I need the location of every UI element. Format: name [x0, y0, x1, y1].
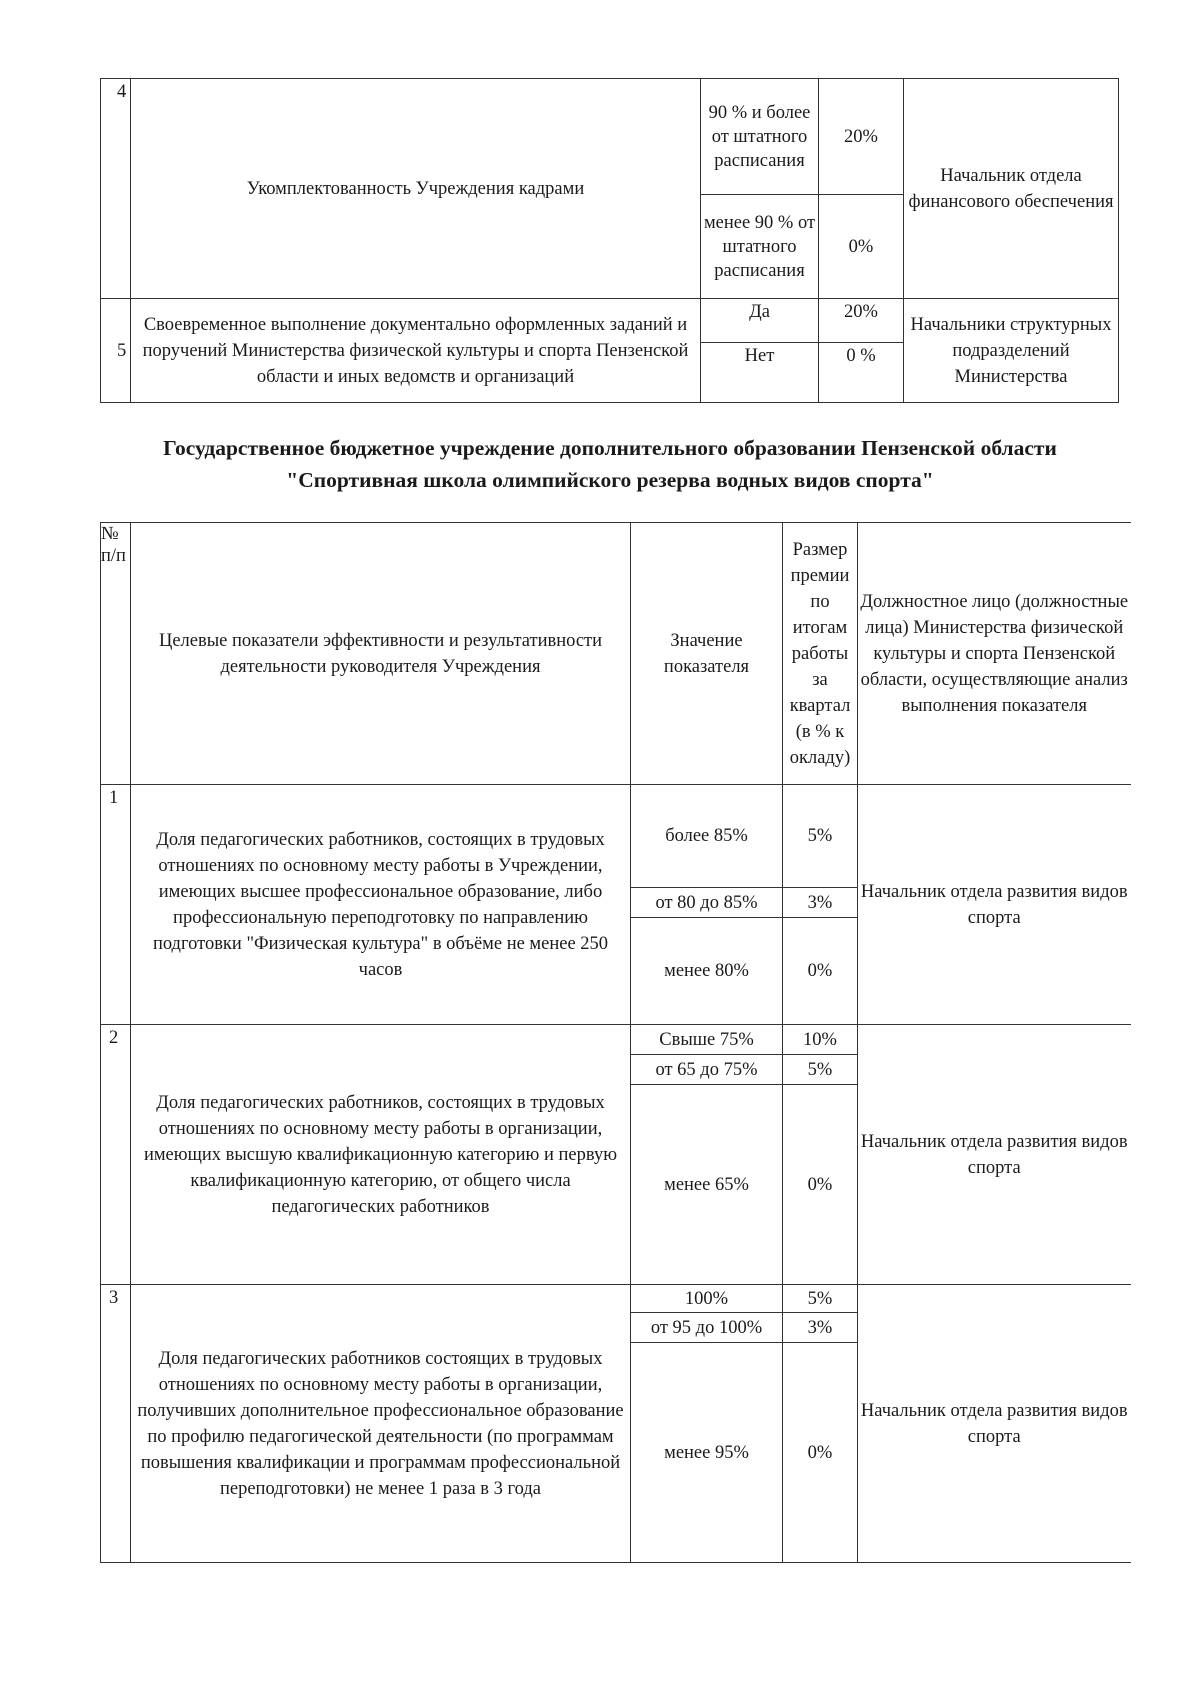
value-cell: Да [701, 299, 819, 343]
value-cell: менее 95% [631, 1343, 783, 1563]
premium-cell: 20% [819, 299, 904, 343]
header-indicator: Целевые показатели эффективности и результативности деятельности руководителя Учреждения [131, 523, 631, 785]
premium-cell: 0% [783, 1343, 858, 1563]
value-cell: 90 % и более от штатного расписания [701, 79, 819, 195]
value-cell: от 95 до 100% [631, 1313, 783, 1343]
table-row [101, 1025, 1131, 1055]
row-number: 5 [101, 299, 131, 403]
row-number: 4 [101, 79, 131, 299]
indicator-cell: Доля педагогических работников, состоящих в трудовых отношениях по основному месту работы в Учреждении, имеющих высшее профессиональное образование, либо профессиональную переподготовку по направлению подготовки "Физическая культура" в объёме не менее 250 часов [131, 785, 631, 1025]
header-responsible: Должностное лицо (должностные лица) Министерства физической культуры и спорта Пензенской области, осуществляющие анализ выполнения показателя [858, 523, 1131, 785]
premium-cell: 10% [783, 1025, 858, 1055]
header-value: Значение показателя [631, 523, 783, 785]
responsible-cell: Начальник отдела развития видов спорта [858, 785, 1131, 1025]
row-number: 1 [101, 785, 131, 1025]
table-row [101, 299, 1119, 343]
value-cell: Нет [701, 343, 819, 403]
header-premium: Размер премии по итогам работы за квартал (в % к окладу) [783, 523, 858, 785]
value-cell: менее 90 % от штатного расписания [701, 195, 819, 299]
premium-cell: 3% [783, 888, 858, 918]
premium-cell: 3% [783, 1313, 858, 1343]
premium-cell: 0% [783, 1085, 858, 1285]
premium-cell: 0 % [819, 343, 904, 403]
continuation-table [100, 78, 1119, 403]
responsible-cell: Начальник отдела финансового обеспечения [904, 79, 1119, 299]
responsible-cell: Начальник отдела развития видов спорта [858, 1285, 1131, 1563]
header-num: № п/п [101, 523, 131, 785]
premium-cell: 5% [783, 1055, 858, 1085]
premium-cell: 5% [783, 785, 858, 888]
value-cell: от 65 до 75% [631, 1055, 783, 1085]
indicator-cell: Своевременное выполнение документально оформленных заданий и поручений Министерства физической культуры и спорта Пензенской области и иных ведомств и организаций [131, 299, 701, 403]
indicators-table [100, 522, 1131, 1563]
value-cell: от 80 до 85% [631, 888, 783, 918]
section-title: Государственное бюджетное учреждение дополнительного образовании Пензенской области "Спортивная школа олимпийского резерва водных видов спорта" [163, 436, 1057, 492]
table-row [101, 1285, 1131, 1313]
value-cell: менее 80% [631, 918, 783, 1025]
header-row [101, 523, 1131, 785]
premium-cell: 0% [783, 918, 858, 1025]
table-row [101, 785, 1131, 888]
value-cell: Свыше 75% [631, 1025, 783, 1055]
value-cell: более 85% [631, 785, 783, 888]
indicator-cell: Укомплектованность Учреждения кадрами [131, 79, 701, 299]
indicator-cell: Доля педагогических работников, состоящих в трудовых отношениях по основному месту работы в организации, имеющих высшую квалификационную категорию и первую квалификационную категорию, от общего числа педагогических работников [131, 1025, 631, 1285]
row-number: 2 [101, 1025, 131, 1285]
table-row [101, 79, 1119, 195]
responsible-cell: Начальники структурных подразделений Министерства [904, 299, 1119, 403]
responsible-cell: Начальник отдела развития видов спорта [858, 1025, 1131, 1285]
premium-cell: 0% [819, 195, 904, 299]
indicator-cell: Доля педагогических работников состоящих в трудовых отношениях по основному месту работы в организации, получивших дополнительное профессиональное образование по профилю педагогической деятельности (по программам повышения квалификации и программам профессиональной переподготовки) не менее 1 раза в 3 года [131, 1285, 631, 1563]
row-number: 3 [101, 1285, 131, 1563]
premium-cell: 5% [783, 1285, 858, 1313]
value-cell: 100% [631, 1285, 783, 1313]
value-cell: менее 65% [631, 1085, 783, 1285]
premium-cell: 20% [819, 79, 904, 195]
